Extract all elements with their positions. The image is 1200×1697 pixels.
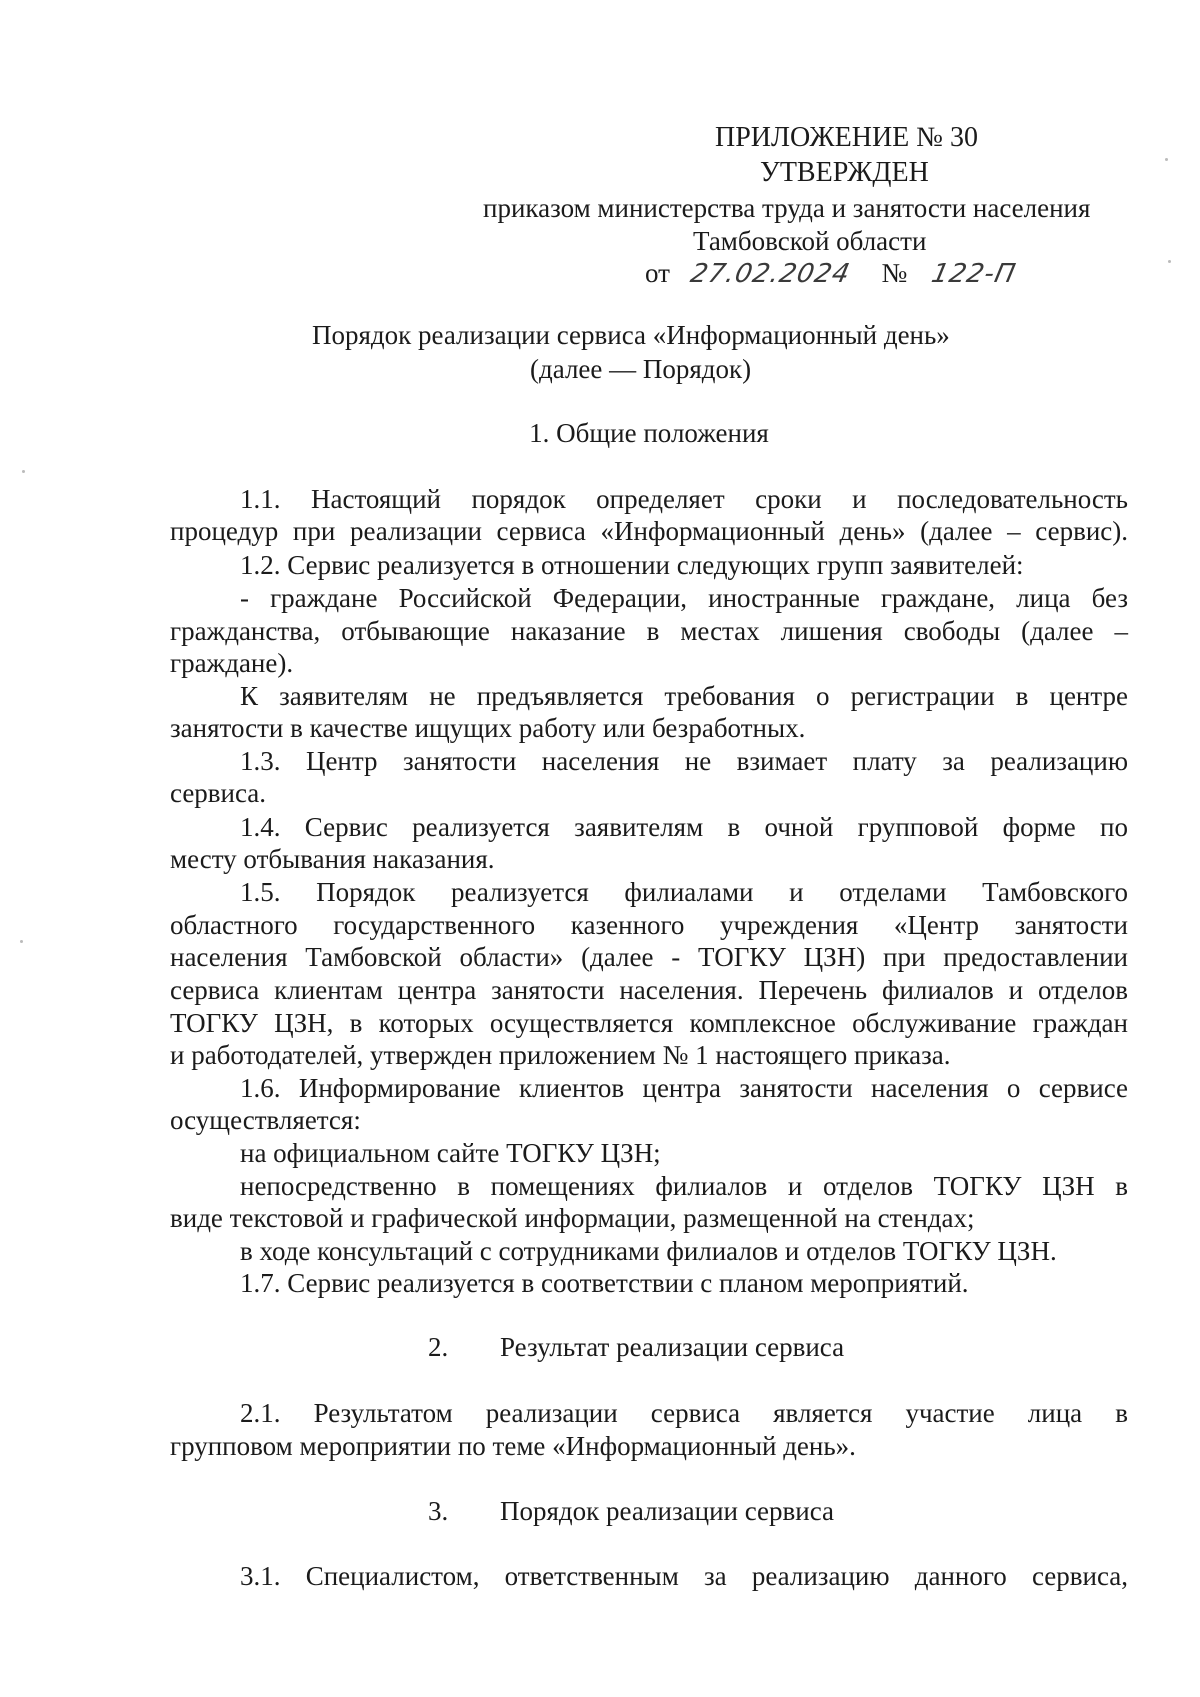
handwritten-date: 27.02.2024	[687, 259, 853, 289]
scan-speck	[1165, 158, 1168, 161]
para-1-5-line-2: областного государственного казенного учреждения «Центр занятости	[170, 910, 1128, 940]
para-1-5-line-4: сервиса клиентам центра занятости населения. Перечень филиалов и отделов	[170, 975, 1128, 1005]
para-1-3-line-2: сервиса.	[170, 778, 267, 808]
para-1-4-line-2: месту отбывания наказания.	[170, 844, 495, 874]
para-1-5-line-5: ТОГКУ ЦЗН, в которых осуществляется комплексное обслуживание граждан	[170, 1008, 1128, 1038]
para-1-5-line-1: 1.5. Порядок реализуется филиалами и отделами Тамбовского	[240, 877, 1128, 907]
para-1-6-line-5: виде текстовой и графической информации, размещенной на стендах;	[170, 1203, 975, 1233]
para-1-1-line-2: процедур при реализации сервиса «Информационный день» (далее – сервис).	[170, 516, 1128, 546]
para-2-1-line-2: групповом мероприятии по теме «Информационный день».	[170, 1431, 856, 1461]
section-2-number: 2.	[428, 1332, 449, 1362]
scan-speck	[1168, 260, 1171, 263]
section-2-heading: Результат реализации сервиса	[500, 1332, 845, 1362]
section-3-heading: Порядок реализации сервиса	[500, 1496, 835, 1526]
section-1-heading: 1. Общие положения	[529, 418, 769, 448]
para-1-5-line-3: населения Тамбовской области» (далее - ТОГКУ ЦЗН) при предоставлении	[170, 942, 1128, 972]
para-1-2-line-2: - граждане Российской Федерации, иностранные граждане, лица без	[240, 583, 1128, 613]
handwritten-number: 122-П	[928, 259, 1019, 289]
para-1-6-line-2: осуществляется:	[170, 1105, 361, 1135]
number-prefix: №	[881, 258, 908, 288]
para-1-2-line-4: граждане).	[170, 648, 294, 678]
para-1-6-line-6: в ходе консультаций с сотрудниками филиалов и отделов ТОГКУ ЦЗН.	[240, 1236, 1057, 1266]
para-1-7-line-1: 1.7. Сервис реализуется в соответствии с планом мероприятий.	[240, 1268, 969, 1298]
para-1-2-line-5: К заявителям не предъявляется требования о регистрации в центре	[240, 681, 1128, 711]
para-1-6-line-3: на официальном сайте ТОГКУ ЦЗН;	[240, 1138, 661, 1168]
para-1-5-line-6: и работодателей, утвержден приложением № 1 настоящего приказа.	[170, 1040, 951, 1070]
document-title-line-2: (далее — Порядок)	[530, 354, 752, 384]
para-1-1-line-1: 1.1. Настоящий порядок определяет сроки и последовательность	[240, 484, 1128, 514]
date-number-line	[645, 258, 1019, 289]
scan-speck	[22, 470, 25, 473]
date-prefix: от	[645, 258, 670, 288]
order-line-1: приказом министерства труда и занятости населения	[483, 193, 1091, 223]
para-1-3-line-1: 1.3. Центр занятости населения не взимает плату за реализацию	[240, 746, 1128, 776]
document-title-line-1: Порядок реализации сервиса «Информационный день»	[312, 320, 950, 350]
para-3-1-line-1: 3.1. Специалистом, ответственным за реализацию данного сервиса,	[240, 1561, 1128, 1591]
order-line-2: Тамбовской области	[693, 226, 927, 256]
para-1-4-line-1: 1.4. Сервис реализуется заявителям в очной групповой форме по	[240, 812, 1128, 842]
approved-label: УТВЕРЖДЕН	[760, 157, 929, 188]
scan-speck	[20, 940, 23, 943]
para-2-1-line-1: 2.1. Результатом реализации сервиса является участие лица в	[240, 1398, 1128, 1428]
para-1-6-line-1: 1.6. Информирование клиентов центра занятости населения о сервисе	[240, 1073, 1128, 1103]
para-1-6-line-4: непосредственно в помещениях филиалов и отделов ТОГКУ ЦЗН в	[240, 1171, 1128, 1201]
para-1-2-line-6: занятости в качестве ищущих работу или безработных.	[170, 713, 806, 743]
section-3-number: 3.	[428, 1496, 449, 1526]
para-1-2-line-1: 1.2. Сервис реализуется в отношении следующих групп заявителей:	[240, 550, 1024, 580]
appendix-label: ПРИЛОЖЕНИЕ № 30	[715, 122, 978, 153]
para-1-2-line-3: гражданства, отбывающие наказание в местах лишения свободы (далее –	[170, 616, 1128, 646]
